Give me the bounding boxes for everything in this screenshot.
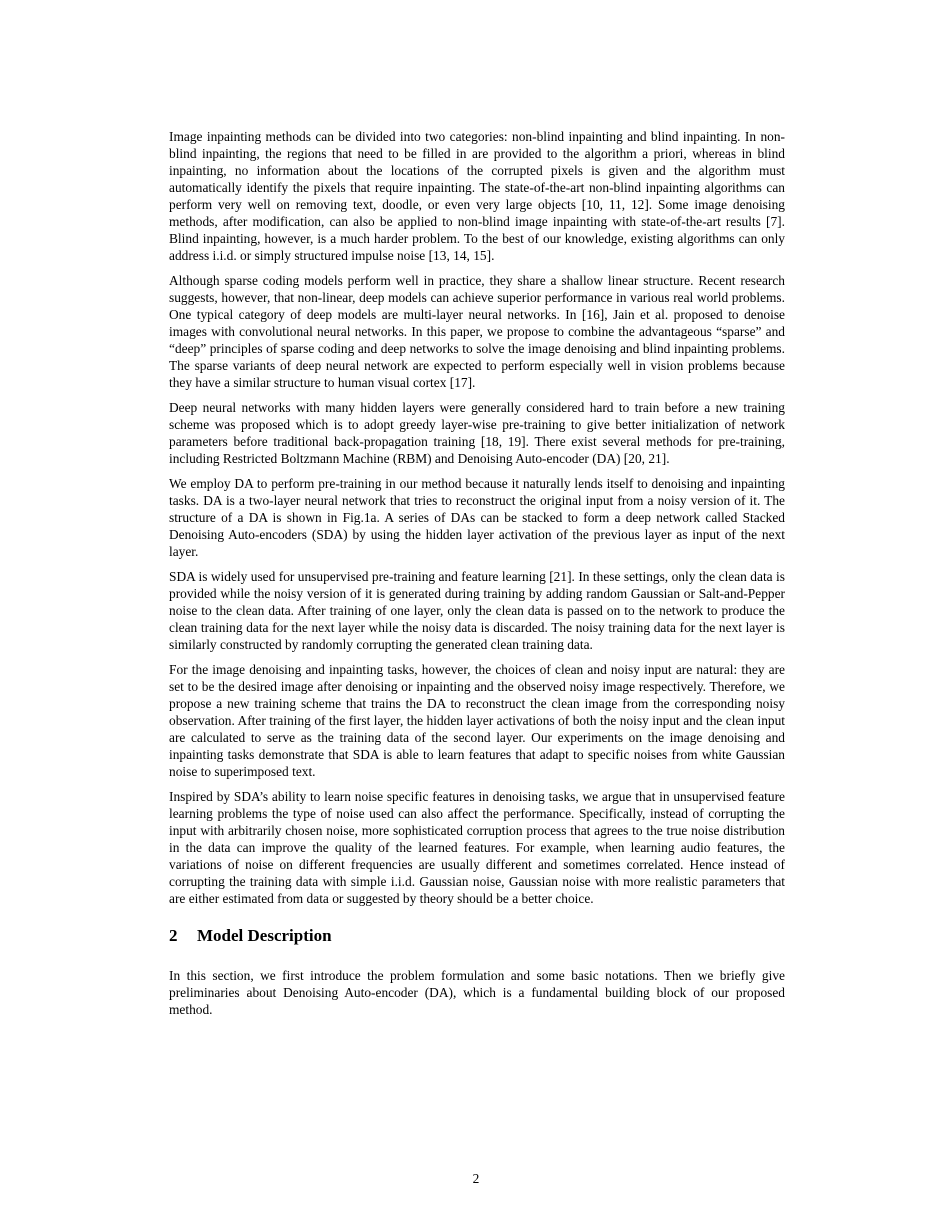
paragraph-sparse-deep-models: Although sparse coding models perform well in practice, they share a shallow linear structure. Recent research suggests, however, that non-linear, deep models can achieve superior performance in various real world problems. One typical category of deep models are multi-layer neural networks. In [16], Jain et al. proposed to denoise images with convolutional neural networks. In this paper, we propose to combine the advantageous “sparse” and “deep” principles of sparse coding and deep networks to solve the image denoising and blind inpainting problems. The sparse variants of deep neural network are expected to perform especially well in vision problems because they have a similar structure to human visual cortex [17]. [169, 273, 785, 390]
section-title: Model Description [197, 926, 332, 945]
section-heading [169, 925, 785, 947]
paragraph-training-scheme: For the image denoising and inpainting tasks, however, the choices of clean and noisy input are natural: they are set to be the desired image after denoising or inpainting and the observed noisy image respectively. Therefore, we propose a new training scheme that trains the DA to reconstruct the clean image from the corresponding noisy observation. After training of the first layer, the hidden layer activations of both the noisy input and the clean input are calculated to serve as the training data of the second layer. Our experiments on the image denoising and inpainting tasks demonstrate that SDA is able to learn features that adapt to specific noises from white Gaussian noise to superimposed text. [169, 662, 785, 779]
section-number: 2 [169, 926, 178, 945]
paragraph-section-intro: In this section, we first introduce the problem formulation and some basic notations. Then we briefly give preliminaries about Denoising Auto-encoder (DA), which is a fundamental building block of our proposed method. [169, 968, 785, 1017]
paragraph-noise-features: Inspired by SDA’s ability to learn noise specific features in denoising tasks, we argue that in unsupervised feature learning problems the type of noise used can also affect the performance. Specifically, instead of corrupting the input with arbitrarily chosen noise, more sophisticated corruption process that agrees to the true noise distribution in the data can improve the quality of the learned features. For example, when learning audio features, the variations of noise on different frequencies are usually different and sometimes correlated. Hence instead of corrupting the training data with simple i.i.d. Gaussian noise, Gaussian noise with more realistic parameters that are either estimated from data or suggested by theory should be a better choice. [169, 789, 785, 906]
page-number: 2 [472, 1171, 480, 1186]
paragraph-inpainting-categories: Image inpainting methods can be divided into two categories: non-blind inpainting and blind inpainting. In non-blind inpainting, the regions that need to be filled in are provided to the algorithm a priori, whereas in blind inpainting, no information about the locations of the corrupted pixels is given and the algorithm must automatically identify the pixels that require inpainting. The state-of-the-art non-blind inpainting algorithms can perform very well on removing text, doodle, or even very large objects [10, 11, 12]. Some image denoising methods, after modification, can also be applied to non-blind image inpainting with state-of-the-art results [7]. Blind inpainting, however, is a much harder problem. To the best of our knowledge, existing algorithms can only address i.i.d. or simply structured impulse noise [13, 14, 15]. [169, 129, 785, 263]
paragraph-pretraining: Deep neural networks with many hidden layers were generally considered hard to train before a new training scheme was proposed which is to adopt greedy layer-wise pre-training to give better initialization of network parameters before traditional back-propagation training [18, 19]. There exist several methods for pre-training, including Restricted Boltzmann Machine (RBM) and Denoising Auto-encoder (DA) [20, 21]. [169, 400, 785, 466]
paragraph-denoising-autoencoder: We employ DA to perform pre-training in our method because it naturally lends itself to denoising and inpainting tasks. DA is a two-layer neural network that tries to reconstruct the original input from a noisy version of it. The structure of a DA is shown in Fig.1a. A series of DAs can be stacked to form a deep network called Stacked Denoising Auto-encoders (SDA) by using the hidden layer activation of the previous layer as input of the next layer. [169, 476, 785, 559]
paragraph-sda-usage: SDA is widely used for unsupervised pre-training and feature learning [21]. In these settings, only the clean data is provided while the noisy version of it is generated during training by adding random Gaussian or Salt-and-Pepper noise to the clean data. After training of one layer, only the clean data is passed on to the network to produce the clean training data for the next layer while the noisy data is discarded. The noisy training data for the next layer is similarly constructed by randomly corrupting the generated clean training data. [169, 569, 785, 652]
page-body [169, 128, 785, 1026]
